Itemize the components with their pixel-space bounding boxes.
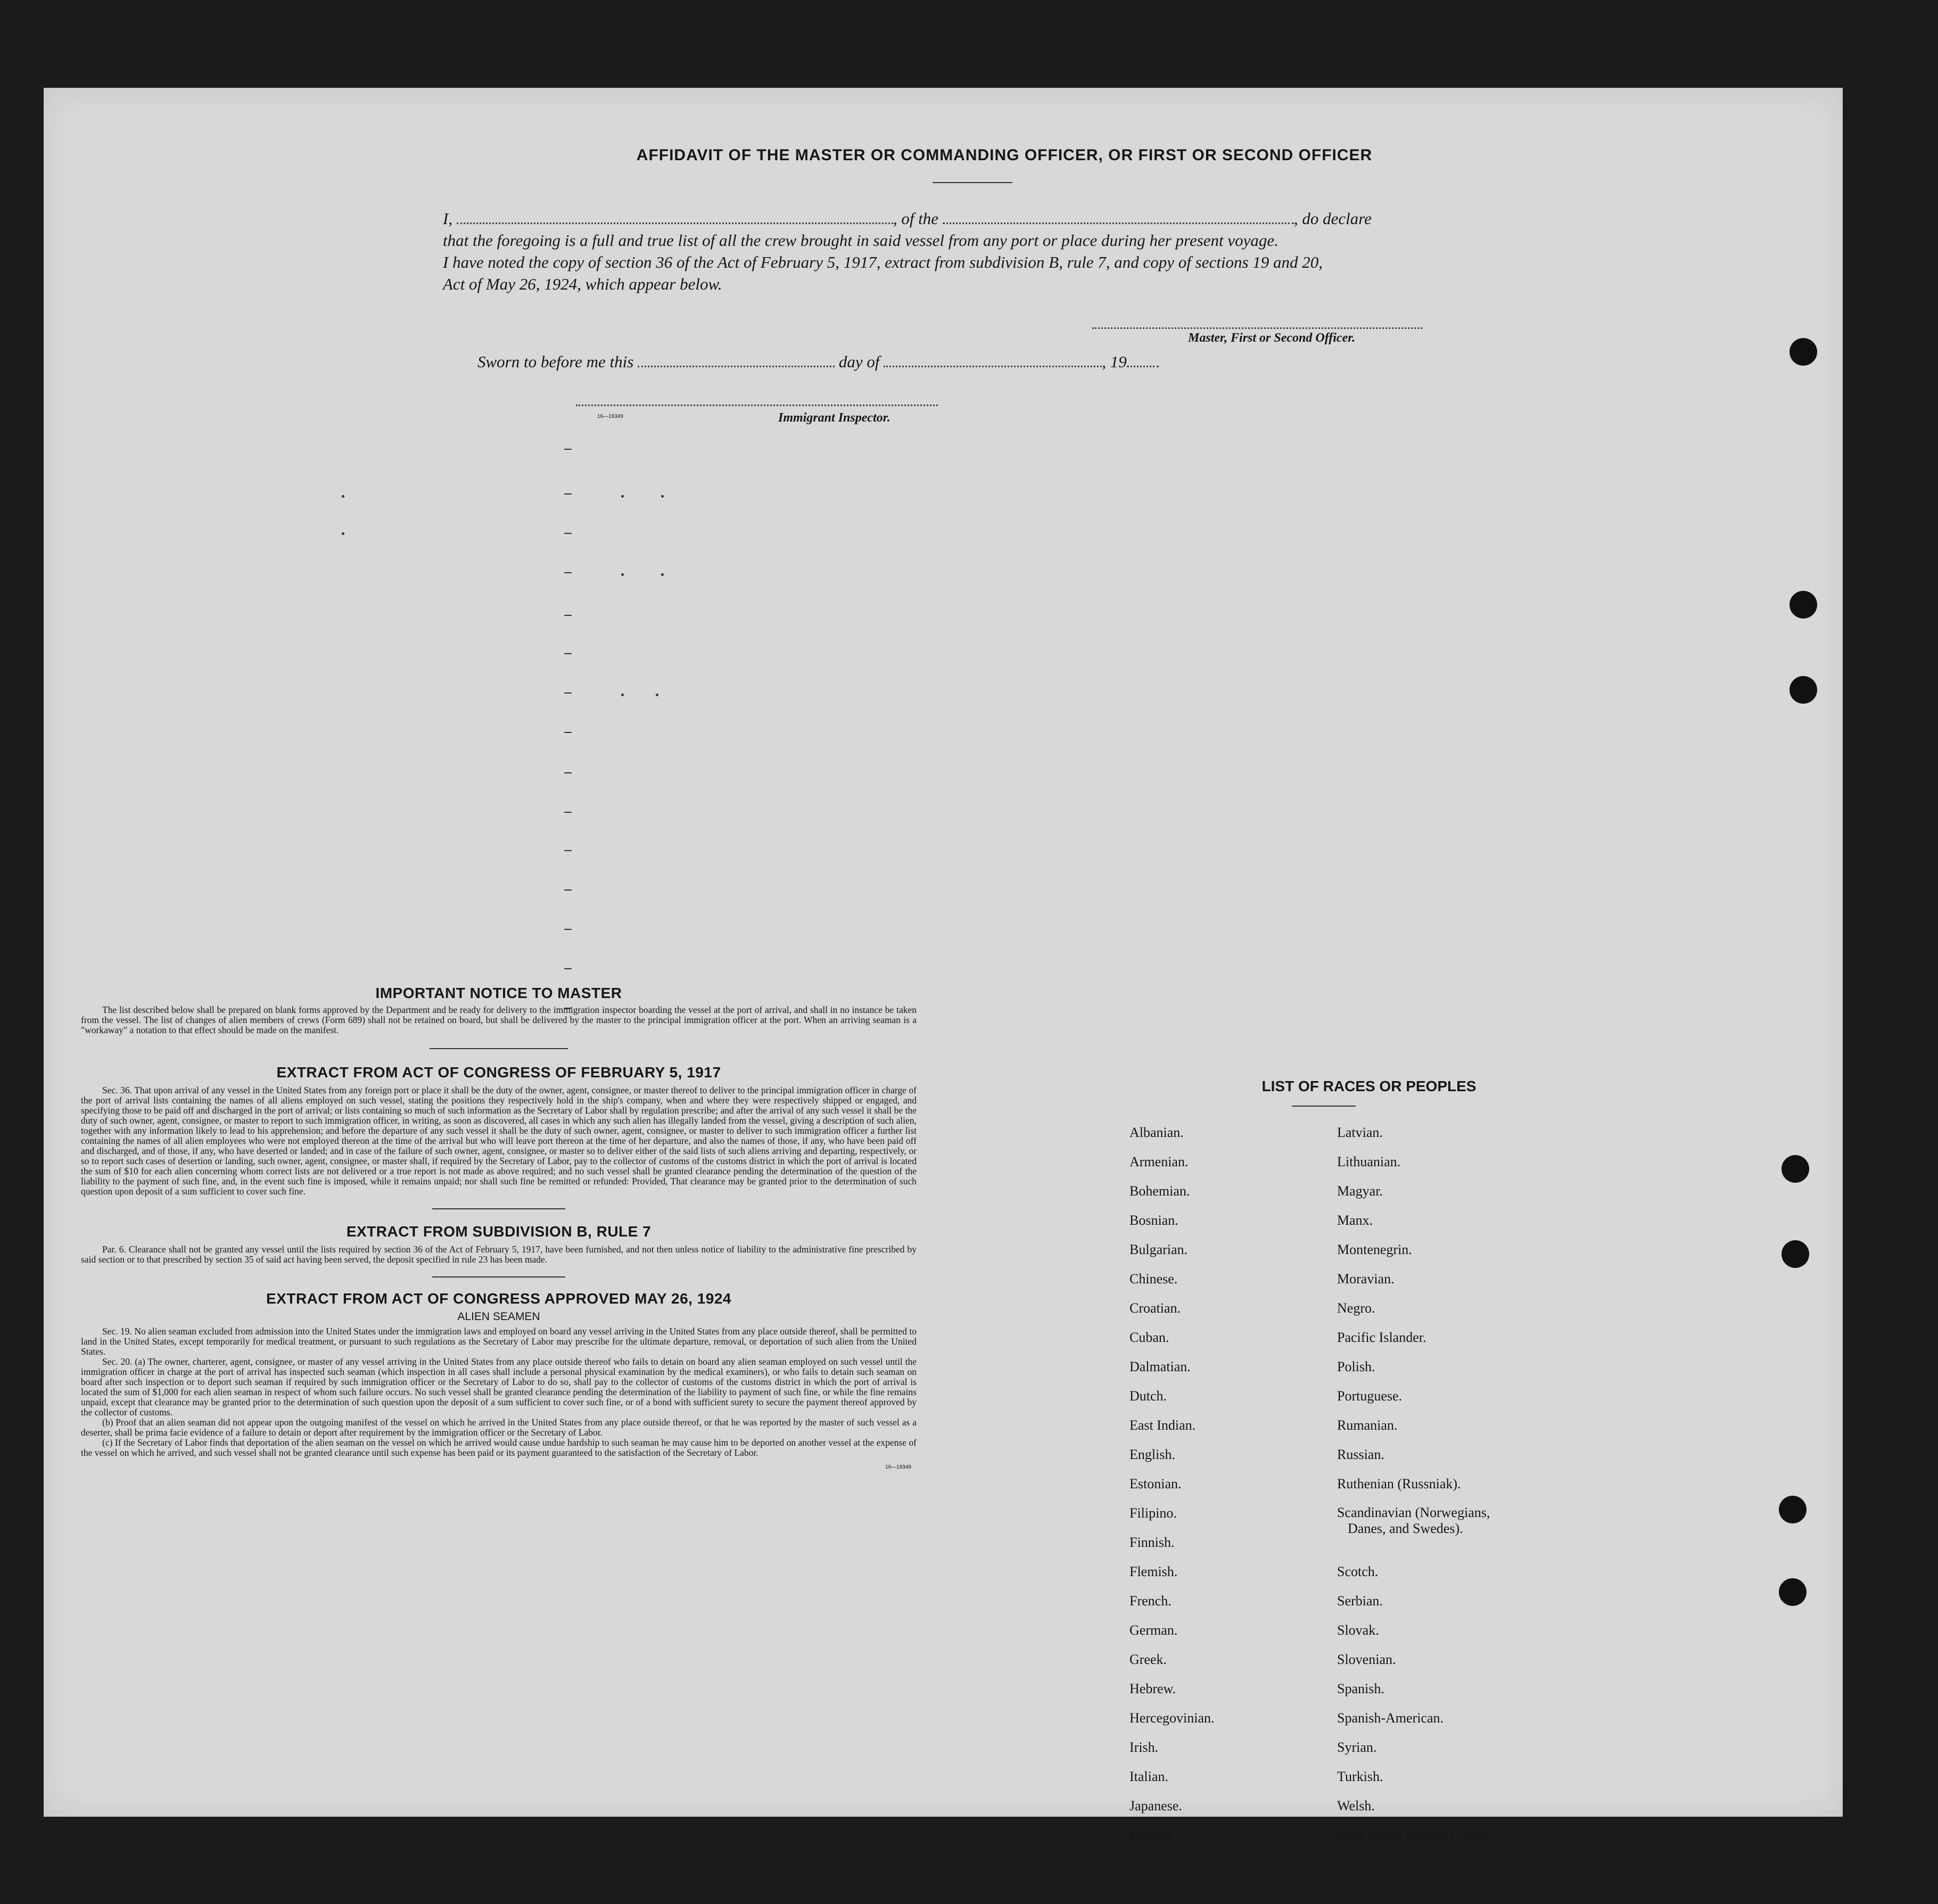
margin-mark (564, 493, 572, 494)
margin-mark (564, 533, 572, 534)
scan-speck (342, 495, 344, 498)
race-item: Polish. (1337, 1359, 1375, 1374)
race-item: French. (1129, 1593, 1172, 1609)
scan-speck (661, 573, 664, 576)
binder-hole (1789, 676, 1817, 704)
race-item-continuation: Danes, and Swedes). (1348, 1521, 1463, 1536)
margin-mark (564, 653, 572, 654)
do-declare-label: , do declare (1293, 209, 1372, 228)
margin-mark (564, 850, 572, 851)
declarant-i-label: I, (443, 209, 453, 228)
race-item: Italian. (1129, 1769, 1168, 1784)
scan-speck (342, 532, 344, 535)
declaration-block (443, 208, 1507, 295)
race-item: Slovenian. (1337, 1652, 1396, 1667)
scan-speck (621, 694, 624, 696)
master-signature-label: Master, First or Second Officer. (1188, 331, 1356, 345)
sworn-day-field[interactable] (638, 355, 835, 367)
extract-1924-text (81, 1326, 917, 1458)
race-item: Montenegrin. (1337, 1242, 1412, 1257)
race-item: Serbian. (1337, 1593, 1383, 1609)
margin-mark (564, 968, 572, 969)
race-item: Hebrew. (1129, 1681, 1176, 1696)
race-item-scandinavian (1337, 1498, 1614, 1557)
notice-title: IMPORTANT NOTICE TO MASTER (375, 985, 622, 1001)
race-item: Filipino. (1129, 1505, 1177, 1521)
binder-hole (1789, 591, 1817, 619)
sworn-line (477, 352, 1159, 372)
declaration-line-2: that the foregoing is a full and true list of all the crew brought in said vessel from any port or place during her present voyage. (443, 231, 1279, 250)
binder-hole (1789, 338, 1817, 366)
inspector-label: Immigrant Inspector. (778, 411, 890, 425)
margin-mark (564, 812, 572, 813)
race-item: Dutch. (1129, 1388, 1167, 1404)
extract-1924-title: EXTRACT FROM ACT OF CONGRESS APPROVED MAY 26, 1924 (266, 1290, 731, 1307)
declaration-line-3: I have noted the copy of section 36 of the Act of February 5, 1917, extract from subdivision B, rule 7, and copy of sections 19 and 20, (443, 253, 1323, 271)
race-item: English. (1129, 1447, 1175, 1462)
race-item: Rumanian. (1337, 1417, 1398, 1433)
race-item: Albanian. (1129, 1125, 1184, 1140)
subdivision-b-text (81, 1244, 917, 1265)
race-item: Negro. (1337, 1300, 1375, 1316)
notice-text (81, 1005, 917, 1035)
sec36-paragraph: Sec. 36. That upon arrival of any vessel in the United States from any foreign port or place it shall be the duty of the owner, agent, consignee, or master thereof to deliver to the principal immigration officer in charge of the port of arrival lists containing the names of all aliens employed on such vessel, stating the positions they respectively hold in the ship's company, when and where they were respectively shipped or engaged, and specifying those to be paid off and discharged in the port of arrival; or lists containing so much of such information as the Secretary of Labor shall by regulation prescribe; and after the arrival of any such vessel it shall be the duty of such owner, agent, consignee, or master to report to such immigration officer, in writing, as soon as discovered, all cases in which any such alien has illegally landed from the vessel, giving a description of such alien, together with any information likely to lead to his apprehension; and before the departure of any such vessel it shall be the duty of such owner, agent, consignee, or master to deliver to such immigration officer a further list containing the names of all alien employees who were not employed thereon at the time of the arrival but who will leave port thereon at the time of her departure, and also the names of those, if any, who have been paid off and discharged, and of those, if any, who have deserted or landed; and in case of the failure of such owner, agent, consignee, or master so to deliver either of the said lists of such aliens arriving and departing, respectively, or so to report such cases of desertion or landing, such owner, agent, consignee, or master shall, if required by the Secretary of Labor, pay to the collector of customs of the customs district in which the port of arrival is located the sum of $10 for each alien concerning whom correct lists are not delivered or a true report is not made as above required; and no such vessel shall be granted clearance pending the determination of the question of the liability to the payment of such fine, and, in the event such fine is imposed, while it remains unpaid; nor shall such fine be remitted or refunded: Provided, That clearance may be granted prior to the determination of such question upon deposit of a sum sufficient to cover such fine. (81, 1085, 917, 1197)
race-item: Russian. (1337, 1447, 1384, 1462)
binder-hole (1779, 1496, 1807, 1523)
margin-mark (564, 449, 572, 450)
sworn-month-field[interactable] (884, 355, 1102, 367)
declaration-line-4: Act of May 26, 1924, which appear below. (443, 275, 722, 293)
race-item: Japanese. (1129, 1798, 1182, 1814)
section-divider (430, 1048, 568, 1049)
margin-mark (564, 732, 572, 733)
race-item: Turkish. (1337, 1769, 1383, 1784)
race-item: Dalmatian. (1129, 1359, 1191, 1374)
sworn-label: Sworn to before me this (477, 352, 634, 371)
binder-hole (1779, 1578, 1807, 1606)
notice-paragraph: The list described below shall be prepared on blank forms approved by the Department and be ready for delivery to the immigration inspector boarding the vessel at the port of arrival, and shall in no instance be taken from the vessel. The list of changes of alien members of crews (Form 689) shall not be retained on board, but shall be delivered by the master to the principal immigration officer at the port. When an arriving seaman is a "workaway" a notation to that effect should be made on the manifest. (81, 1004, 917, 1035)
race-item: Hercegovinian. (1129, 1710, 1215, 1726)
race-item: Cuban. (1129, 1330, 1169, 1345)
race-item: Flemish. (1129, 1564, 1178, 1579)
races-title: LIST OF RACES OR PEOPLES (1261, 1078, 1477, 1094)
margin-mark (564, 693, 572, 694)
section-divider (432, 1276, 565, 1277)
race-item: Greek. (1129, 1652, 1167, 1667)
inspector-signature-field[interactable] (576, 405, 938, 406)
race-item: West Indian (except Cuban). (1337, 1827, 1495, 1843)
sec20a-paragraph: Sec. 20. (a) The owner, charterer, agent, consignee, or master of any vessel arriving in the United States from any place outside thereof who fails to detain on board any alien seaman employed on such vessel until the immigration officer in charge at the port of arrival has inspected such seaman (which inspection in all cases shall include a personal physical examination by the medical examiners), or who fails to detain such seaman on board after such inspection or to deport such seaman if required by such immigration officer or the Secretary of Labor to do so, shall pay to the collector of customs of the customs district in which the port of arrival is located the sum of $1,000 for each alien seaman in respect of whom such failure occurs. No such vessel shall be granted clearance pending the determination of the liability to payment of such fine, or while the fine remains unpaid, except that clearance may be granted prior to the determination of such question upon the deposit of a sum sufficient to cover such fine, or of a bond with sufficient surety to secure the payment thereof approved by the collector of customs. (81, 1356, 917, 1417)
of-the-label: , of the (893, 209, 939, 228)
race-item: Ruthenian (Russniak). (1337, 1476, 1461, 1491)
races-left-list (1129, 1118, 1342, 1850)
binder-hole (1782, 1240, 1809, 1268)
section-divider (432, 1208, 565, 1209)
race-item: Croatian. (1129, 1300, 1181, 1316)
race-item: Bulgarian. (1129, 1242, 1188, 1257)
race-item: Pacific Islander. (1337, 1330, 1426, 1345)
race-item: Finnish. (1129, 1535, 1175, 1550)
alien-seamen-subtitle: ALIEN SEAMEN (457, 1310, 540, 1323)
race-item: Bosnian. (1129, 1213, 1178, 1228)
master-signature-field[interactable] (1092, 327, 1422, 329)
race-item: Scandinavian (Norwegians, (1337, 1505, 1490, 1520)
form-number-top: 16—19349 (597, 414, 623, 419)
margin-mark (564, 889, 572, 891)
notices-column (81, 985, 917, 1470)
scan-speck (661, 495, 664, 498)
year-prefix-label: , 19 (1102, 352, 1127, 371)
race-item: Welsh. (1337, 1798, 1375, 1814)
margin-mark (564, 615, 572, 616)
form-number-bottom: 16—19349 (885, 1464, 911, 1470)
title-divider (933, 182, 1012, 183)
race-item: German. (1129, 1622, 1178, 1638)
race-item: Spanish-American. (1337, 1710, 1444, 1726)
extract-1917-text (81, 1085, 917, 1197)
race-item: Scotch. (1337, 1564, 1379, 1579)
margin-mark (564, 572, 572, 573)
race-item: Moravian. (1337, 1271, 1395, 1287)
extract-1917-title: EXTRACT FROM ACT OF CONGRESS OF FEBRUARY 5, 1917 (276, 1064, 721, 1081)
affidavit-title: AFFIDAVIT OF THE MASTER OR COMMANDING OFFICER, OR FIRST OR SECOND OFFICER (636, 146, 1373, 164)
race-item: Estonian. (1129, 1476, 1182, 1491)
race-item: Latvian. (1337, 1125, 1383, 1140)
scan-speck (621, 573, 624, 576)
race-item: Bohemian. (1129, 1183, 1190, 1199)
race-item: Portuguese. (1337, 1388, 1403, 1404)
race-item: Spanish. (1337, 1681, 1384, 1696)
day-of-label: day of (838, 352, 880, 371)
sec20b-paragraph: (b) Proof that an alien seaman did not appear upon the outgoing manifest of the vessel on which he arrived in the United States from any place outside thereof, or that he was reported by the master of such vessel as a deserter, shall be prima facie evidence of a failure to detain or deport after requirement by the immigration officer or the Secretary of Labor. (81, 1417, 917, 1438)
race-item: Irish. (1129, 1740, 1159, 1755)
race-item: Armenian. (1129, 1154, 1189, 1169)
race-item: Lithuanian. (1337, 1154, 1401, 1169)
subdivision-b-title: EXTRACT FROM SUBDIVISION B, RULE 7 (346, 1223, 652, 1240)
form-page (44, 88, 1843, 1849)
sec20c-paragraph: (c) If the Secretary of Labor finds that deportation of the alien seaman on the vessel on which he arrived would cause undue hardship to such seaman he may cause him to be deported on another vessel at the expense of the vessel on which he arrived, and such vessel shall not be granted clearance until such expense has been paid or its payment guaranteed to the satisfaction of the Secretary of Labor. (81, 1437, 917, 1458)
par6-paragraph: Par. 6. Clearance shall not be granted any vessel until the lists required by section 36 of the Act of February 5, 1917, have been furnished, and not then unless notice of liability to the administrative fine prescribed by said section or to that prescribed by section 35 of said act having been served, the deposit specified in rule 23 has been made. (81, 1244, 917, 1265)
sworn-year-field[interactable] (1127, 355, 1159, 367)
sec19-paragraph: Sec. 19. No alien seaman excluded from admission into the United States under the immigration laws and employed on board any vessel arriving in the United States from any place outside thereof, shall be permitted to land in the United States, except temporarily for medical treatment, or pursuant to such regulations as the Secretary of Labor may prescribe for the ultimate departure, removal, or deportation of such alien from the United States. (81, 1326, 917, 1357)
vessel-name-field[interactable] (943, 212, 1294, 224)
binder-hole (1782, 1155, 1809, 1183)
declarant-name-field[interactable] (457, 212, 893, 224)
race-item: Manx. (1337, 1213, 1373, 1228)
race-item: East Indian. (1129, 1417, 1196, 1433)
margin-mark (564, 929, 572, 930)
race-item: Magyar. (1337, 1183, 1383, 1199)
scan-speck (656, 694, 658, 696)
race-item: Chinese. (1129, 1271, 1178, 1287)
races-right-list (1337, 1118, 1614, 1850)
race-item: Korean. (1129, 1827, 1174, 1843)
race-item: Syrian. (1337, 1740, 1377, 1755)
form-number-races: 16—19349 (1534, 1843, 1560, 1849)
margin-mark (564, 772, 572, 773)
races-title-divider (1292, 1106, 1356, 1107)
race-item: Slovak. (1337, 1622, 1379, 1638)
scan-speck (621, 495, 624, 498)
